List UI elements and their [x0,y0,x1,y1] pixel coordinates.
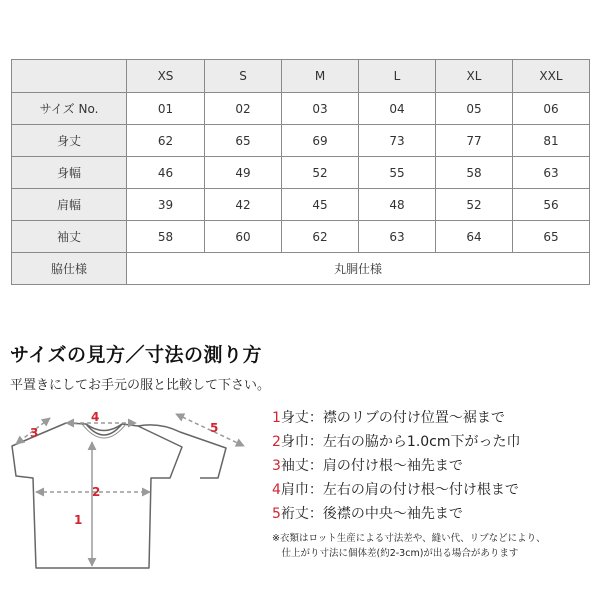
legend-item-body-width [272,430,521,454]
sizing-note [272,531,546,561]
table-cell: 48 [359,189,436,221]
row-label-size-number: サイズ No. [12,93,127,125]
row-label-sleeve-length: 袖丈 [12,221,127,253]
legend-text: 身巾：左右の脇から1.0cm下がった巾 [280,434,521,450]
row-label-side-spec: 脇仕様 [12,253,127,285]
diagram-number-3: 3 [30,426,39,440]
table-cell: 60 [205,221,282,253]
table-cell: 01 [127,93,205,125]
sizing-note-line-2: 仕上がり寸法に個体差(約2-3cm)が出る場合があります [272,548,519,559]
row-label-body-length: 身丈 [12,125,127,157]
table-cell: 65 [205,125,282,157]
table-cell: 65 [513,221,590,253]
table-cell: 81 [513,125,590,157]
table-cell: 42 [205,189,282,221]
table-cell: 63 [359,221,436,253]
legend-number: 4 [272,482,281,498]
size-header-xs: XS [127,60,205,93]
table-cell: 56 [513,189,590,221]
table-row-size-number [12,93,590,125]
table-cell: 39 [127,189,205,221]
table-cell: 58 [436,157,513,189]
diagram-number-5: 5 [210,421,219,435]
legend-number: 3 [272,458,281,474]
legend-text: 身丈：襟のリブの付け位置〜裾まで [280,410,505,426]
legend-text: 肩巾：左右の肩の付け根〜付け根まで [280,482,519,498]
legend-number: 5 [272,506,281,522]
legend-text: 裄丈：後襟の中央〜袖先まで [280,506,463,522]
table-cell: 52 [436,189,513,221]
table-row-side-spec [12,253,590,285]
table-cell: 73 [359,125,436,157]
table-row-shoulder-width [12,189,590,221]
guide-subtitle: 平置きにしてお手元の服と比較して下さい。 [10,378,271,393]
table-cell: 77 [436,125,513,157]
table-cell: 06 [513,93,590,125]
side-spec-value: 丸胴仕様 [127,253,590,285]
size-header-row [12,60,590,93]
legend-item-body-length [272,406,521,430]
table-cell: 46 [127,157,205,189]
sizing-note-line-1: ※衣類はロット生産による寸法差や、縫い代、リブなどにより、 [272,533,546,544]
size-header-s: S [205,60,282,93]
size-table [11,59,590,285]
legend-number: 2 [272,434,281,450]
table-row-body-length [12,125,590,157]
table-row-body-width [12,157,590,189]
table-cell: 64 [436,221,513,253]
legend-item-sleeve-length [272,454,521,478]
size-header-m: M [282,60,359,93]
table-cell: 63 [513,157,590,189]
diagram-number-2: 2 [92,485,101,499]
table-row-sleeve-length [12,221,590,253]
size-header-xxl: XXL [513,60,590,93]
table-cell: 03 [282,93,359,125]
diagram-number-1: 1 [74,513,83,527]
table-cell: 55 [359,157,436,189]
legend-text: 袖丈：肩の付け根〜袖先まで [280,458,463,474]
table-cell: 04 [359,93,436,125]
table-cell: 49 [205,157,282,189]
legend-item-shoulder-width [272,478,521,502]
legend-number: 1 [272,410,281,426]
table-corner-cell [12,60,127,93]
table-cell: 62 [127,125,205,157]
table-cell: 62 [282,221,359,253]
diagram-number-4: 4 [91,410,100,424]
measurement-legend [272,406,521,526]
legend-item-yuki-length [272,502,521,526]
table-cell: 02 [205,93,282,125]
table-cell: 58 [127,221,205,253]
row-label-shoulder-width: 肩幅 [12,189,127,221]
size-header-xl: XL [436,60,513,93]
table-cell: 52 [282,157,359,189]
table-cell: 05 [436,93,513,125]
row-label-body-width: 身幅 [12,157,127,189]
table-cell: 45 [282,189,359,221]
tshirt-diagram [0,395,270,600]
size-header-l: L [359,60,436,93]
table-cell: 69 [282,125,359,157]
guide-title: サイズの見方／寸法の測り方 [10,344,262,366]
